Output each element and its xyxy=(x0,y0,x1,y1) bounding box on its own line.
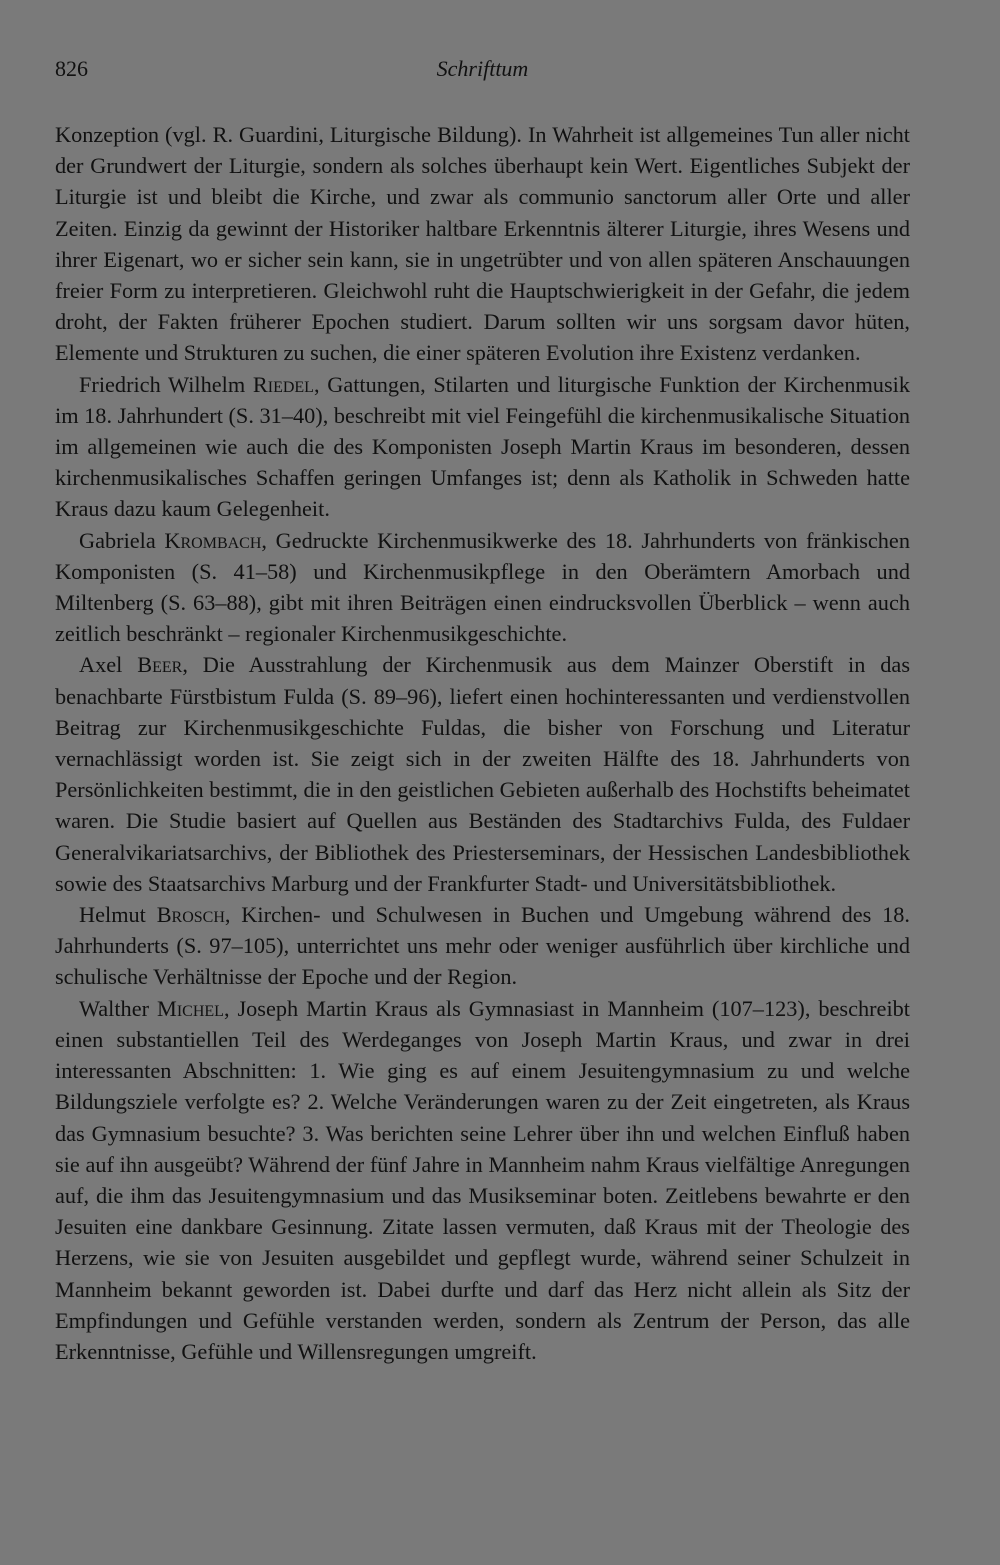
author-surname: Brosch xyxy=(156,902,225,928)
paragraph-riedel xyxy=(55,369,910,525)
paragraph-michel xyxy=(55,993,910,1367)
author-surname: Krombach xyxy=(164,527,262,553)
paragraph-text: , Kirchen- und Schulwesen in Buchen und Umgebung während des 18. Jahrhunderts (S. 97–105), unterrichtet uns mehr oder weniger ausführlich über kirchliche und schulische Verhältnisse der Epoche und der Region. xyxy=(55,902,910,990)
author-surname: Michel xyxy=(157,995,224,1021)
paragraph-text: , Gattungen, Stilarten und liturgische Funktion der Kirchenmusik im 18. Jahrhundert (S. 31–40), beschreibt mit viel Feingefühl die kirchenmusikalische Situation im allgemeinen wie auch die des Komponisten Joseph Martin Kraus im besonderen, dessen kirchenmusikalisches Schaffen geringen Umfanges ist; denn als Katholik in Schweden hatte Kraus dazu kaum Gelegenheit. xyxy=(55,371,910,522)
paragraph-text: , Gedruckte Kirchenmusikwerke des 18. Jahrhunderts von fränkischen Komponisten (S. 41–58) und Kirchenmusikpflege in den Oberämtern Amorbach und Miltenberg (S. 63–88), gibt mit ihren Beiträgen einen eindrucksvollen Überblick – wenn auch zeitlich beschränkt – regionaler Kirchenmusikgeschichte. xyxy=(55,527,910,647)
page-header xyxy=(55,56,910,92)
paragraph-krombach xyxy=(55,525,910,650)
author-first-name: Walther xyxy=(79,995,157,1021)
paragraph-brosch xyxy=(55,899,910,993)
author-surname: Beer xyxy=(137,652,183,678)
author-first-name: Axel xyxy=(79,652,138,678)
author-first-name: Gabriela xyxy=(79,527,165,553)
page-number: 826 xyxy=(55,56,88,81)
paragraph-text: Konzeption (vgl. R. Guardini, Liturgische Bildung). In Wahrheit ist allgemeines Tun aller nicht der Grundwert der Liturgie, sondern als solches überhaupt kein Wert. Eigentliches Subjekt der Liturgie ist und bleibt die Kirche, und zwar als communio sanctorum aller Orte und aller Zeiten. Einzig da gewinnt der Historiker haltbare Erkenntnis älterer Liturgie, ihres Wesens und ihrer Eigenart, wo er sicher sein kann, sie in ungetrübter und von allen späteren Anschauungen freier Form zu interpretieren. Gleichwohl ruht die Hauptschwierigkeit in der Gefahr, die jedem droht, der Fakten früherer Epochen studiert. Darum sollten wir uns sorgsam davor hüten, Elemente und Strukturen zu suchen, die einer späteren Evolution ihre Existenz verdanken. xyxy=(55,122,910,366)
paragraph-text: , Die Ausstrahlung der Kirchenmusik aus dem Mainzer Oberstift in das benachbarte Fürstbistum Fulda (S. 89–96), liefert einen hochinteressanten und verdienstvollen Beitrag zur Kirchenmusikgeschichte Fuldas, die bisher von Forschung und Literatur vernachlässigt worden ist. Sie zeigt sich in der zweiten Hälfte des 18. Jahrhunderts von Persönlichkeiten bestimmt, die in den geistlichen Gebieten außerhalb des Hochstifts beheimatet waren. Die Studie basiert auf Quellen aus Beständen des Stadtarchivs Fulda, des Fuldaer Generalvikariatsarchivs, der Bibliothek des Priesterseminars, der Hessischen Landesbibliothek sowie des Staatsarchivs Marburg und der Frankfurter Stadt- und Universitätsbibliothek. xyxy=(55,652,910,896)
paragraph-beer xyxy=(55,649,910,899)
author-surname: Riedel xyxy=(252,371,314,397)
author-first-name: Helmut xyxy=(79,902,157,928)
running-title: Schrifttum xyxy=(436,56,529,81)
paragraph-guardini xyxy=(55,119,910,369)
body-text xyxy=(55,119,910,1367)
author-first-name: Friedrich Wilhelm xyxy=(79,371,253,397)
paragraph-text: , Joseph Martin Kraus als Gymnasiast in Mannheim (107–123), beschreibt einen substantiellen Teil des Werdeganges von Joseph Martin Kraus, und zwar in drei interessanten Abschnitten: 1. Wie ging es auf einem Jesuitengymnasium zu und welche Bildungsziele verfolgte es? 2. Welche Veränderungen waren zu der Zeit eingetreten, als Kraus das Gymnasium besuchte? 3. Was berichten seine Lehrer über ihn und welchen Einfluß haben sie auf ihn ausgeübt? Während der fünf Jahre in Mannheim nahm Kraus vielfältige Anregungen auf, die ihm das Jesuitengymnasium und das Musikseminar boten. Zeitlebens bewahrte er den Jesuiten eine dankbare Gesinnung. Zitate lassen vermuten, daß Kraus mit der Theologie des Herzens, wie sie von Jesuiten ausgebildet und gepflegt wurde, während seiner Schulzeit in Mannheim bekannt geworden ist. Dabei durfte und darf das Herz nicht allein als Sitz der Empfindungen und Gefühle verstanden werden, sondern als Zentrum der Person, das alle Erkenntnisse, Gefühle und Willensregungen umgreift. xyxy=(55,995,910,1364)
